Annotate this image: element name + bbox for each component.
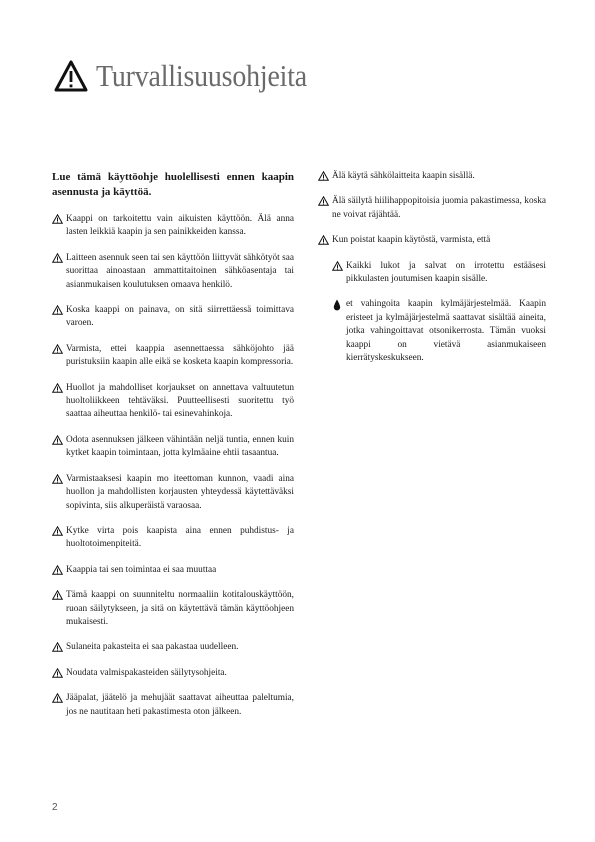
warning-icon [52,641,66,654]
safety-item-text: Kytke virta pois kaapista aina ennen puhdistus- ja huoltotoimenpiteitä. [66,525,294,550]
warning-icon [52,304,66,331]
warning-icon [318,234,332,247]
warning-icon [52,589,66,629]
safety-item [52,343,294,370]
warning-icon [52,213,66,240]
safety-item-text: Huollot ja mahdolliset korjaukset on annettava valtuutetun huoltoliikkeen tehtäväksi. Puutteellisesti suoritettu työ saattaa aiheuttaa henkilö- tai esinevahinkoja. [66,382,294,420]
warning-icon [318,170,332,183]
safety-item [52,304,294,331]
right-column [318,170,546,377]
safety-item-text: Älä käytä sähkölaitteita kaapin sisällä. [332,171,475,181]
disposal-item [332,298,546,365]
safety-item-text: Älä säilytä hiilihappopitoisia juomia pakastimessa, koska ne voivat räjähtää. [332,196,546,220]
warning-icon [52,564,66,577]
safety-item-text: Odota asennuksen jälkeen vähintään neljä tuntia, ennen kuin kytket kaapin toimintaan, jotta kylmäaine ehtii tasaantua. [66,434,294,459]
page-title-text: Turvallisuusohjeita [96,58,308,93]
page-title [54,58,330,94]
safety-item-text: Kun poistat kaapin käytöstä, varmista, että [332,235,491,246]
safety-item [52,434,294,461]
safety-item-text: Varmista, ettei kaappia asennettaessa sähköjohto jää puristuksiin kaapin alle eikä se kosketa kaapin kompressoria. [66,343,294,368]
warning-icon [52,525,66,552]
warning-icon [52,692,66,719]
warning-icon [318,195,332,222]
warning-icon [52,473,66,513]
warning-icon [52,434,66,461]
safety-item [52,641,294,654]
warning-icon [52,343,66,370]
disposal-item-text: et vahingoita kaapin kylmäjärjestelmää. Kaapin eristeet ja kylmäjärjestelmä saattavat sisältää aineita, jotka vahingoittavat otsonikerrosta. Tämän vuoksi kaappi on vietävä asianmukaiseen kierrätyskeskukseen. [346,299,546,364]
right-safety-list [318,170,546,248]
safety-item-text: Noudata valmispakasteiden säilytysohjeita. [66,667,227,678]
safety-item-text: Koska kaappi on painava, on sitä siirrettäessä toimittava varoen. [66,305,294,329]
safety-item [52,564,294,577]
safety-item [52,667,294,680]
safety-item [52,252,294,292]
safety-item-text: Kaappia tai sen toimintaa ei saa muuttaa [66,564,217,575]
safety-item [318,170,546,183]
intro-text: Lue tämä käyttöohje huolellisesti ennen kaapin asennusta ja käyttöä. [52,171,294,198]
safety-item [52,525,294,552]
warning-icon [54,60,88,92]
warning-icon [52,667,66,680]
safety-item [52,473,294,513]
safety-item-text: Laitteen asennuk seen tai sen käyttöön liittyvät sähkötyöt saa suorittaa ainoastaan ammattitaitoinen sähköasentaja tai asianmukaisen koulutuksen omaava henkilö. [66,252,294,290]
disposal-item-text: Kaikki lukot ja salvat on irrotettu estääsesi pikkulasten joutumisen kaapin sisälle. [346,260,546,285]
left-safety-list [52,213,294,719]
drop-icon [332,298,346,365]
safety-item-text: Varmistaaksesi kaapin mo iteettoman kunnon, vaadi aina huollon ja mahdollisten korjausten yhteydessä käytettäväksi sopivinta, siis alkuperäistä varaosaa. [66,473,294,511]
safety-item-text: Tämä kaappi on suunniteltu normaaliin kotitalouskäyttöön, ruoan säilytykseen, ja sitä on käytettävä tämän käyttöohjeen mukaisesti. [66,590,294,627]
warning-icon [332,260,346,287]
safety-item-text: Sulaneita pakasteita ei saa pakastaa uudelleen. [66,642,239,653]
warning-icon [52,252,66,292]
safety-item [318,195,546,222]
safety-item [318,234,546,247]
warning-icon [52,382,66,422]
page-number: 2 [52,802,58,813]
safety-item [52,692,294,719]
disposal-sub-list [332,260,546,366]
safety-item-text: Jääpalat, jäätelö ja mehujäät saattavat aiheuttaa paleltumia, jos ne nautitaan heti pakastimesta oton jälkeen. [66,693,294,717]
disposal-item [332,260,546,287]
safety-item [52,382,294,422]
safety-item-text: Kaappi on tarkoitettu vain aikuisten käyttöön. Älä anna lasten leikkiä kaapin ja sen painikkeiden kanssa. [66,214,294,238]
left-column [52,170,294,731]
safety-item [52,589,294,629]
safety-item [52,213,294,240]
